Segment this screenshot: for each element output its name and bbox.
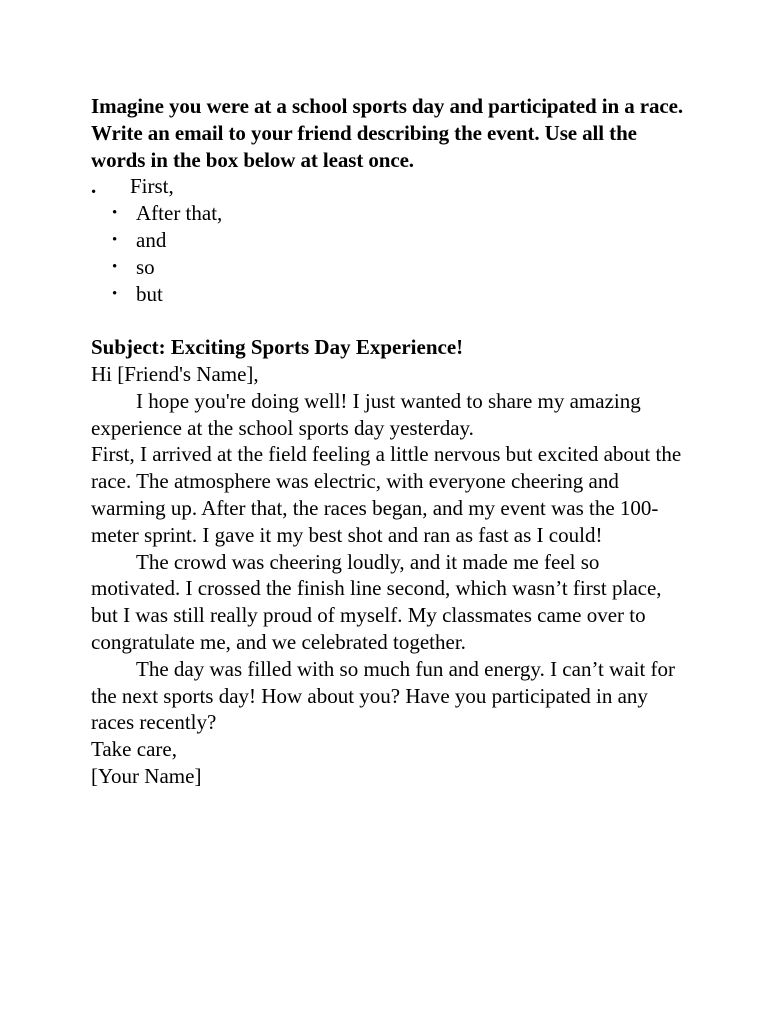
bullet-icon: • <box>112 231 118 248</box>
email-paragraph: The crowd was cheering loudly, and it made me feel so motivated. I crossed the finish line second, which wasn’t first place, but I was still really proud of myself. My classmates came over to congratulate me, and we celebrated together. <box>91 549 662 654</box>
bullet-icon: • <box>112 285 118 302</box>
blank-line <box>91 307 691 334</box>
word-list-item <box>91 227 691 254</box>
email-closing: Take care, <box>91 737 177 762</box>
email-paragraph: I hope you're doing well! I just wanted to share my amazing experience at the school sports day yesterday. <box>91 388 641 440</box>
email-paragraph: First, I arrived at the field feeling a little nervous but excited about the race. The atmosphere was electric, with everyone cheering and warming up. After that, the races began, and my event was the 100-meter sprint. I gave it my best shot and ran as fast as I could! <box>91 442 682 547</box>
word-list <box>91 200 691 307</box>
document-page <box>91 93 691 790</box>
email-greeting: Hi [Friend's Name], <box>91 361 259 386</box>
bullet-icon: . <box>91 174 97 199</box>
bullet-icon: • <box>112 205 118 222</box>
word-list-text: but <box>136 281 163 306</box>
email-signature: [Your Name] <box>91 763 202 788</box>
word-list-item <box>91 200 691 227</box>
word-list-item <box>91 281 691 308</box>
task-prompt: Imagine you were at a school sports day and participated in a race. Write an email to your friend describing the event. Use all the words in the box below at least once. <box>91 94 683 172</box>
word-list-text: and <box>136 227 167 252</box>
bullet-icon: • <box>112 258 118 275</box>
word-list-item <box>91 173 691 200</box>
email-subject: Subject: Exciting Sports Day Experience! <box>91 335 464 360</box>
word-list-text: After that, <box>136 201 223 226</box>
word-list-text: so <box>136 254 155 279</box>
word-list-item <box>91 254 691 281</box>
word-list-text: First, <box>130 174 174 199</box>
email-paragraph: The day was filled with so much fun and energy. I can’t wait for the next sports day! How about you? Have you participated in any races recently? <box>91 656 676 735</box>
